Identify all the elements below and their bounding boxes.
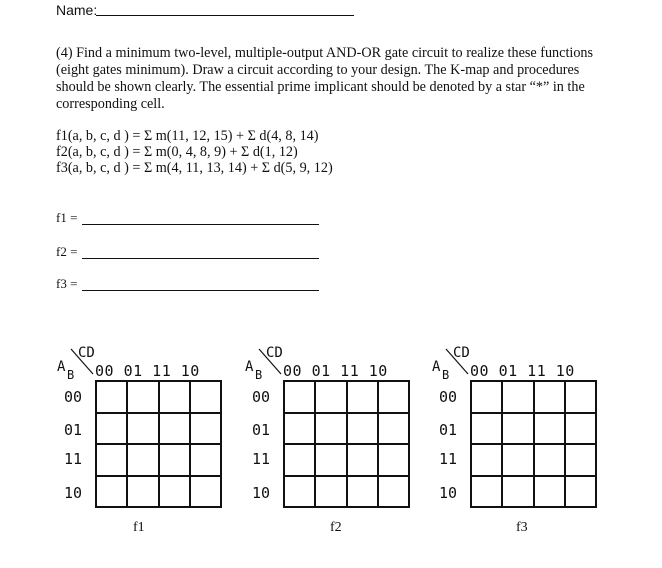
- kmap-cell[interactable]: [534, 476, 565, 508]
- kmap-corner-b: B: [67, 368, 75, 382]
- kmap-cell[interactable]: [190, 444, 221, 476]
- equation-f2: f2(a, b, c, d ) = Σ m(0, 4, 8, 9) + Σ d(1, 12): [56, 144, 298, 160]
- kmap-cell[interactable]: [284, 413, 315, 445]
- kmap-row-label: 01: [439, 421, 458, 439]
- kmap-cell[interactable]: [96, 381, 127, 413]
- kmap-cell[interactable]: [565, 381, 596, 413]
- kmap-row-label: 11: [252, 450, 271, 468]
- kmap-cell[interactable]: [127, 381, 158, 413]
- kmap-cell[interactable]: [190, 381, 221, 413]
- kmap-cell[interactable]: [190, 413, 221, 445]
- kmap-row-label: 01: [64, 421, 83, 439]
- name-input-line[interactable]: [96, 15, 354, 16]
- kmap-cell[interactable]: [127, 476, 158, 508]
- kmap-cell[interactable]: [96, 476, 127, 508]
- kmap-caption-f3: f3: [516, 520, 528, 535]
- kmap-caption-f1: f1: [133, 520, 145, 535]
- answer-label-f2: f2 =: [56, 244, 78, 259]
- kmap-grid: [283, 380, 410, 508]
- kmap-caption-f2: f2: [330, 520, 342, 535]
- kmap-cell[interactable]: [96, 413, 127, 445]
- kmap-cell[interactable]: [471, 381, 502, 413]
- kmap-cell[interactable]: [127, 413, 158, 445]
- equation-f1: f1(a, b, c, d ) = Σ m(11, 12, 15) + Σ d(4, 8, 14): [56, 128, 319, 144]
- kmap-cell[interactable]: [534, 413, 565, 445]
- answer-line-f2[interactable]: [82, 258, 319, 259]
- kmap-column-headers: 00 01 11 10: [95, 362, 200, 380]
- kmap-cell[interactable]: [315, 413, 346, 445]
- kmap-cell[interactable]: [347, 381, 378, 413]
- kmap-cell[interactable]: [378, 413, 409, 445]
- kmap-cell[interactable]: [502, 444, 533, 476]
- kmap-cell[interactable]: [159, 476, 190, 508]
- kmap-corner-cd: CD: [266, 345, 283, 361]
- kmap-cell[interactable]: [565, 476, 596, 508]
- kmap-cell[interactable]: [502, 476, 533, 508]
- kmap-corner-diagonal: [443, 348, 471, 376]
- kmap-cell[interactable]: [471, 444, 502, 476]
- kmap-grid: [95, 380, 222, 508]
- kmap-cell[interactable]: [502, 413, 533, 445]
- kmap-corner-b: B: [442, 368, 450, 382]
- answer-label-f1: f1 =: [56, 210, 78, 225]
- kmap-cell[interactable]: [347, 476, 378, 508]
- kmap-grid: [470, 380, 597, 508]
- kmap-cell[interactable]: [347, 444, 378, 476]
- kmap-row-label: 10: [439, 484, 458, 502]
- kmap-column-headers: 00 01 11 10: [283, 362, 388, 380]
- name-label: Name:: [56, 2, 98, 18]
- answer-label-f3: f3 =: [56, 276, 78, 291]
- kmap-corner-cd: CD: [78, 345, 95, 361]
- kmap-cell[interactable]: [284, 381, 315, 413]
- kmap-cell[interactable]: [347, 413, 378, 445]
- answer-line-f1[interactable]: [82, 224, 319, 225]
- kmap-column-headers: 00 01 11 10: [470, 362, 575, 380]
- kmap-cell[interactable]: [471, 476, 502, 508]
- kmap-row-label: 00: [252, 388, 271, 406]
- kmap-cell[interactable]: [96, 444, 127, 476]
- kmap-cell[interactable]: [502, 381, 533, 413]
- kmap-row-label: 00: [64, 388, 83, 406]
- kmap-cell[interactable]: [127, 444, 158, 476]
- kmap-cell[interactable]: [534, 444, 565, 476]
- kmap-row-label: 10: [252, 484, 271, 502]
- kmap-cell[interactable]: [315, 381, 346, 413]
- kmap-cell[interactable]: [471, 413, 502, 445]
- kmap-cell[interactable]: [159, 413, 190, 445]
- kmap-row-label: 11: [64, 450, 83, 468]
- kmap-cell[interactable]: [284, 444, 315, 476]
- kmap-corner-a: A: [432, 359, 441, 375]
- kmap-cell[interactable]: [315, 444, 346, 476]
- equation-f3: f3(a, b, c, d ) = Σ m(4, 11, 13, 14) + Σ d(5, 9, 12): [56, 160, 333, 176]
- kmap-cell[interactable]: [378, 381, 409, 413]
- kmap-row-label: 10: [64, 484, 83, 502]
- kmap-corner-diagonal: [68, 348, 96, 376]
- kmap-row-label: 11: [439, 450, 458, 468]
- answer-line-f3[interactable]: [82, 290, 319, 291]
- kmap-cell[interactable]: [378, 444, 409, 476]
- kmap-corner-a: A: [57, 359, 66, 375]
- kmap-cell[interactable]: [159, 381, 190, 413]
- kmap-corner-cd: CD: [453, 345, 470, 361]
- kmap-cell[interactable]: [534, 381, 565, 413]
- kmap-cell[interactable]: [315, 476, 346, 508]
- kmap-corner-diagonal: [256, 348, 284, 376]
- kmap-corner-a: A: [245, 359, 254, 375]
- kmap-row-label: 00: [439, 388, 458, 406]
- kmap-cell[interactable]: [565, 444, 596, 476]
- kmap-cell[interactable]: [284, 476, 315, 508]
- kmap-cell[interactable]: [159, 444, 190, 476]
- kmap-cell[interactable]: [565, 413, 596, 445]
- kmap-row-label: 01: [252, 421, 271, 439]
- kmap-cell[interactable]: [190, 476, 221, 508]
- problem-statement: (4) Find a minimum two-level, multiple-output AND-OR gate circuit to realize these functions (eight gates minimum). Draw a circuit according to your design. The K-map and procedures should be shown clearly. The essential prime implicant should be denoted by a star “*” in the corresponding cell.: [56, 45, 594, 112]
- kmap-corner-b: B: [255, 368, 263, 382]
- kmap-cell[interactable]: [378, 476, 409, 508]
